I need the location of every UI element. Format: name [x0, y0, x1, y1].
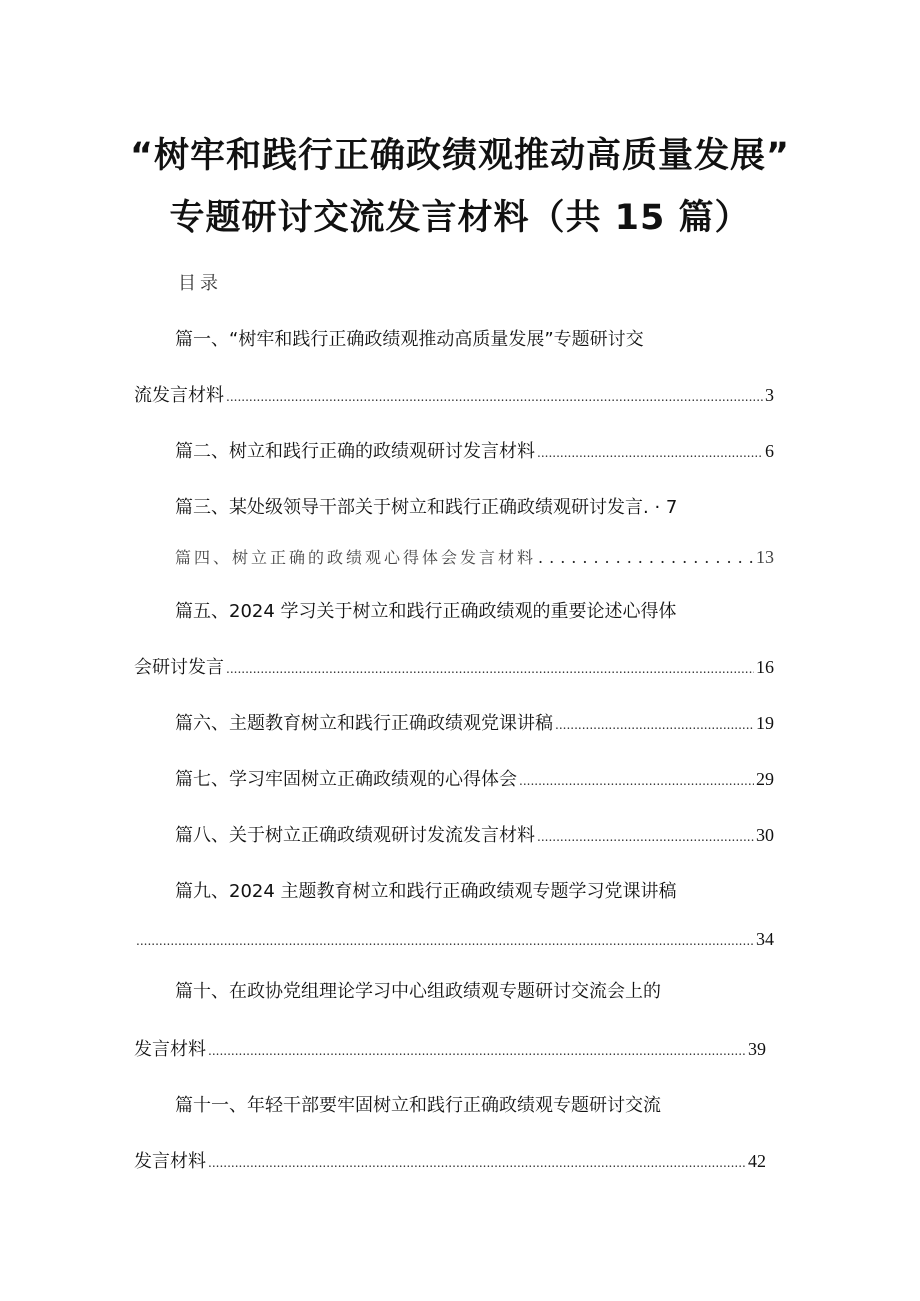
toc-entry-text: 会研讨发言 — [134, 657, 224, 678]
toc-entry-10-line1[interactable]: 篇十、在政协党组理论学习中心组政绩观专题研讨交流会上的 — [175, 981, 661, 1002]
toc-entry-text: 发言材料 — [134, 1039, 206, 1060]
toc-entry-6[interactable] — [175, 709, 774, 735]
toc-entry-text: 篇四、树立正确的政绩观心得体会发言材料 — [175, 548, 537, 567]
leader-dots — [519, 774, 754, 788]
toc-entry-5-line2[interactable] — [134, 653, 774, 679]
page-number: 19 — [756, 713, 774, 733]
document-title-line1: “树牢和践行正确政绩观推动高质量发展” — [129, 136, 790, 176]
toc-entry-text: 发言材料 — [134, 1151, 206, 1172]
toc-entry-5-line1[interactable]: 篇五、2024 学习关于树立和践行正确政绩观的重要论述心得体 — [175, 601, 677, 622]
leader-dots — [538, 548, 754, 567]
leader-dots — [555, 718, 754, 732]
toc-entry-text: 流发言材料 — [134, 385, 224, 406]
toc-entry-1-line1[interactable]: 篇一、“树牢和践行正确政绩观推动高质量发展”专题研讨交 — [175, 329, 644, 350]
toc-label: 目录 — [178, 273, 222, 294]
leader-dots — [537, 446, 763, 460]
toc-entry-2[interactable] — [175, 437, 774, 463]
leader-dots — [226, 662, 754, 676]
page-number: 30 — [756, 825, 774, 845]
toc-entry-4[interactable] — [175, 545, 774, 568]
page-number: 3 — [765, 385, 774, 405]
toc-entry-text: 篇六、主题教育树立和践行正确政绩观党课讲稿 — [175, 713, 553, 734]
toc-entry-7[interactable] — [175, 765, 774, 791]
leader-dots — [537, 830, 754, 844]
page-number: 6 — [765, 441, 774, 461]
page-number: 13 — [756, 547, 774, 567]
toc-entry-9-line2[interactable] — [134, 929, 774, 950]
toc-entry-8[interactable] — [175, 821, 774, 847]
toc-entry-3[interactable]: 篇三、某处级领导干部关于树立和践行正确政绩观研讨发言. · 7 — [175, 497, 678, 518]
page-number: 16 — [756, 657, 774, 677]
toc-entry-9-line1[interactable]: 篇九、2024 主题教育树立和践行正确政绩观专题学习党课讲稿 — [175, 881, 677, 902]
page-number: 39 — [748, 1039, 766, 1059]
toc-entry-1-line2[interactable] — [134, 381, 774, 407]
toc-entry-11-line2[interactable] — [134, 1147, 766, 1173]
leader-dots — [136, 934, 754, 948]
leader-dots — [208, 1044, 746, 1058]
toc-entry-11-line1[interactable]: 篇十一、年轻干部要牢固树立和践行正确政绩观专题研讨交流 — [175, 1095, 661, 1116]
document-title-line2: 专题研讨交流发言材料（共 15 篇） — [169, 198, 751, 238]
page-number: 34 — [756, 929, 774, 949]
page-number: 42 — [748, 1151, 766, 1171]
toc-entry-text: 篇七、学习牢固树立正确政绩观的心得体会 — [175, 769, 517, 790]
leader-dots — [208, 1156, 746, 1170]
toc-entry-10-line2[interactable] — [134, 1035, 766, 1061]
toc-entry-text: 篇二、树立和践行正确的政绩观研讨发言材料 — [175, 441, 535, 462]
page-number: 29 — [756, 769, 774, 789]
toc-entry-text: 篇八、关于树立正确政绩观研讨发流发言材料 — [175, 825, 535, 846]
leader-dots — [226, 390, 763, 404]
